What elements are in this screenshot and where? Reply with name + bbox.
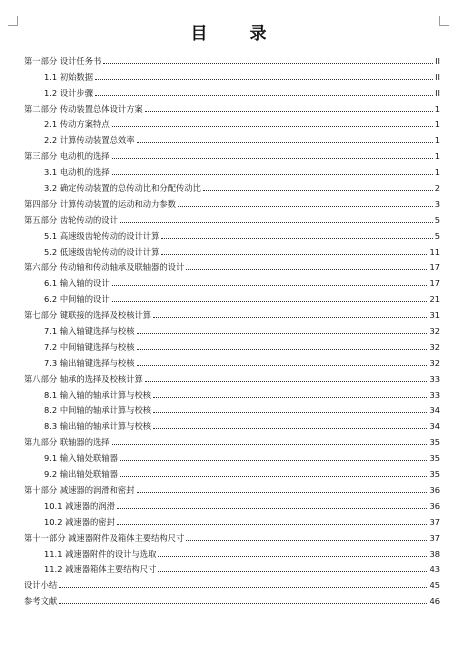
toc-entry-label: 5.1 高速级齿轮传动的设计计算 xyxy=(44,230,160,241)
toc-entry-label: 第五部分 齿轮传动的设计 xyxy=(24,214,118,225)
toc-entry-label: 设计小结 xyxy=(24,580,58,591)
toc-entry[interactable] xyxy=(24,304,440,320)
toc-entry-page-number: 46 xyxy=(429,596,440,607)
toc-entry[interactable] xyxy=(24,129,440,145)
toc-entry-page-number: 1 xyxy=(434,167,440,178)
toc-entry[interactable] xyxy=(24,145,440,161)
toc-dot-leader xyxy=(103,63,433,64)
toc-entry-page-number: 34 xyxy=(429,421,440,432)
toc-entry-page-number: II xyxy=(435,55,440,66)
toc-entry-page-number: 17 xyxy=(429,262,440,273)
toc-dot-leader xyxy=(137,365,428,366)
toc-entry-label: 6.2 中间轴的设计 xyxy=(44,294,110,305)
toc-dot-leader xyxy=(112,301,428,302)
toc-entry-label: 1.2 设计步骤 xyxy=(44,87,94,98)
toc-entry-label: 6.1 输入轴的设计 xyxy=(44,278,110,289)
toc-entry-label: 第十一部分 减速器附件及箱体主要结构尺寸 xyxy=(24,532,185,543)
table-of-contents xyxy=(24,50,440,606)
toc-entry[interactable] xyxy=(24,590,440,606)
toc-entry-page-number: 3 xyxy=(434,198,440,209)
toc-entry-label: 8.2 中间轴的轴承计算与校核 xyxy=(44,405,152,416)
toc-entry-label: 2.1 传动方案特点 xyxy=(44,119,110,130)
toc-entry-label: 7.1 输入轴键选择与校核 xyxy=(44,326,135,337)
toc-entry-page-number: 17 xyxy=(429,278,440,289)
toc-entry-label: 10.1 减速器的润滑 xyxy=(44,500,115,511)
toc-entry-page-number: 33 xyxy=(429,389,440,400)
toc-entry[interactable] xyxy=(24,66,440,82)
toc-dot-leader xyxy=(112,444,428,445)
toc-entry[interactable] xyxy=(24,82,440,98)
toc-entry-page-number: 5 xyxy=(434,230,440,241)
toc-entry[interactable] xyxy=(24,50,440,66)
toc-entry-page-number: 1 xyxy=(434,151,440,162)
toc-entry[interactable] xyxy=(24,400,440,416)
toc-entry-label: 3.1 电动机的选择 xyxy=(44,167,110,178)
toc-dot-leader xyxy=(145,381,428,382)
toc-dot-leader xyxy=(161,238,432,239)
toc-entry-label: 1.1 初始数据 xyxy=(44,71,94,82)
toc-dot-leader xyxy=(59,603,427,604)
toc-dot-leader xyxy=(112,285,428,286)
toc-entry[interactable] xyxy=(24,352,440,368)
toc-entry-page-number: 32 xyxy=(429,326,440,337)
toc-dot-leader xyxy=(95,95,433,96)
toc-dot-leader xyxy=(137,492,428,493)
toc-entry-page-number: 32 xyxy=(429,357,440,368)
toc-entry-page-number: 35 xyxy=(429,453,440,464)
toc-entry-page-number: 1 xyxy=(434,103,440,114)
toc-dot-leader xyxy=(153,317,427,318)
toc-dot-leader xyxy=(203,190,433,191)
toc-entry[interactable] xyxy=(24,98,440,114)
toc-dot-leader xyxy=(158,571,427,572)
toc-entry-page-number: II xyxy=(435,71,440,82)
toc-entry-label: 2.2 计算传动装置总效率 xyxy=(44,135,135,146)
toc-entry-page-number: 34 xyxy=(429,405,440,416)
toc-entry-label: 第八部分 轴承的选择及校核计算 xyxy=(24,373,143,384)
toc-dot-leader xyxy=(120,460,428,461)
toc-dot-leader xyxy=(120,222,433,223)
toc-entry-page-number: 31 xyxy=(429,310,440,321)
toc-dot-leader xyxy=(186,269,427,270)
toc-entry-label: 第十部分 减速器的润滑和密封 xyxy=(24,484,135,495)
toc-entry[interactable] xyxy=(24,209,440,225)
toc-dot-leader xyxy=(117,508,428,509)
toc-entry[interactable] xyxy=(24,543,440,559)
toc-entry-page-number: 37 xyxy=(429,532,440,543)
toc-entry-label: 第六部分 传动轴和传动轴承及联轴器的设计 xyxy=(24,262,185,273)
toc-entry[interactable] xyxy=(24,463,440,479)
toc-dot-leader xyxy=(120,476,428,477)
toc-entry-label: 8.1 输入轴的轴承计算与校核 xyxy=(44,389,152,400)
toc-dot-leader xyxy=(161,254,427,255)
toc-entry[interactable] xyxy=(24,272,440,288)
toc-entry-page-number: 32 xyxy=(429,341,440,352)
toc-entry-page-number: 43 xyxy=(429,564,440,575)
toc-dot-leader xyxy=(137,333,428,334)
toc-entry-page-number: 45 xyxy=(429,580,440,591)
toc-entry[interactable] xyxy=(24,336,440,352)
toc-dot-leader xyxy=(137,349,428,350)
toc-entry[interactable] xyxy=(24,177,440,193)
toc-entry-label: 11.2 减速器箱体主要结构尺寸 xyxy=(44,564,157,575)
toc-entry-page-number: 35 xyxy=(429,469,440,480)
toc-entry-page-number: 37 xyxy=(429,516,440,527)
toc-entry[interactable] xyxy=(24,447,440,463)
toc-entry-page-number: 35 xyxy=(429,437,440,448)
toc-entry-page-number: II xyxy=(435,87,440,98)
toc-entry[interactable] xyxy=(24,241,440,257)
toc-dot-leader xyxy=(145,111,433,112)
toc-entry-label: 7.3 输出轴键选择与校核 xyxy=(44,357,135,368)
toc-entry-page-number: 5 xyxy=(434,214,440,225)
toc-entry-label: 5.2 低速级齿轮传动的设计计算 xyxy=(44,246,160,257)
toc-entry-page-number: 11 xyxy=(429,246,440,257)
toc-entry[interactable] xyxy=(24,368,440,384)
toc-entry[interactable] xyxy=(24,257,440,273)
toc-dot-leader xyxy=(153,428,427,429)
toc-entry[interactable] xyxy=(24,320,440,336)
toc-entry-page-number: 38 xyxy=(429,548,440,559)
toc-entry-label: 参考文献 xyxy=(24,596,58,607)
toc-dot-leader xyxy=(95,79,433,80)
toc-entry[interactable] xyxy=(24,384,440,400)
toc-entry[interactable] xyxy=(24,479,440,495)
toc-entry[interactable] xyxy=(24,527,440,543)
toc-entry[interactable] xyxy=(24,288,440,304)
toc-entry[interactable] xyxy=(24,114,440,130)
toc-entry-page-number: 1 xyxy=(434,135,440,146)
toc-entry[interactable] xyxy=(24,559,440,575)
toc-entry[interactable] xyxy=(24,193,440,209)
toc-entry-label: 第七部分 键联接的选择及校核计算 xyxy=(24,310,152,321)
toc-entry-label: 第九部分 联轴器的选择 xyxy=(24,437,110,448)
toc-entry[interactable] xyxy=(24,161,440,177)
toc-dot-leader xyxy=(112,158,433,159)
toc-dot-leader xyxy=(153,412,427,413)
toc-entry[interactable] xyxy=(24,225,440,241)
toc-dot-leader xyxy=(117,524,428,525)
toc-entry-label: 9.2 输出轴处联轴器 xyxy=(44,469,118,480)
toc-dot-leader xyxy=(137,142,433,143)
toc-entry-label: 第二部分 传动装置总体设计方案 xyxy=(24,103,143,114)
toc-entry[interactable] xyxy=(24,511,440,527)
toc-dot-leader xyxy=(153,397,427,398)
toc-entry-label: 11.1 减速器附件的设计与选取 xyxy=(44,548,157,559)
toc-entry-label: 第三部分 电动机的选择 xyxy=(24,151,110,162)
toc-dot-leader xyxy=(186,540,427,541)
toc-entry-label: 10.2 减速器的密封 xyxy=(44,516,115,527)
toc-entry-page-number: 33 xyxy=(429,373,440,384)
toc-entry-page-number: 2 xyxy=(434,183,440,194)
toc-entry-label: 8.3 输出轴的轴承计算与校核 xyxy=(44,421,152,432)
toc-dot-leader xyxy=(112,174,433,175)
toc-entry-page-number: 36 xyxy=(429,500,440,511)
toc-entry-label: 3.2 确定传动装置的总传动比和分配传动比 xyxy=(44,183,201,194)
toc-entry[interactable] xyxy=(24,431,440,447)
toc-entry-page-number: 21 xyxy=(429,294,440,305)
toc-entry-page-number: 1 xyxy=(434,119,440,130)
toc-entry[interactable] xyxy=(24,495,440,511)
page-title: 目 录 xyxy=(190,24,285,44)
toc-entry[interactable] xyxy=(24,415,440,431)
toc-entry-label: 第四部分 计算传动装置的运动和动力参数 xyxy=(24,198,176,209)
toc-entry-label: 9.1 输入轴处联轴器 xyxy=(44,453,118,464)
toc-dot-leader xyxy=(158,556,427,557)
toc-entry-label: 第一部分 设计任务书 xyxy=(24,55,102,66)
toc-dot-leader xyxy=(112,126,433,127)
toc-dot-leader xyxy=(59,587,427,588)
toc-entry-label: 7.2 中间轴键选择与校核 xyxy=(44,341,135,352)
toc-entry[interactable] xyxy=(24,574,440,590)
toc-entry-page-number: 36 xyxy=(429,484,440,495)
toc-dot-leader xyxy=(178,206,433,207)
